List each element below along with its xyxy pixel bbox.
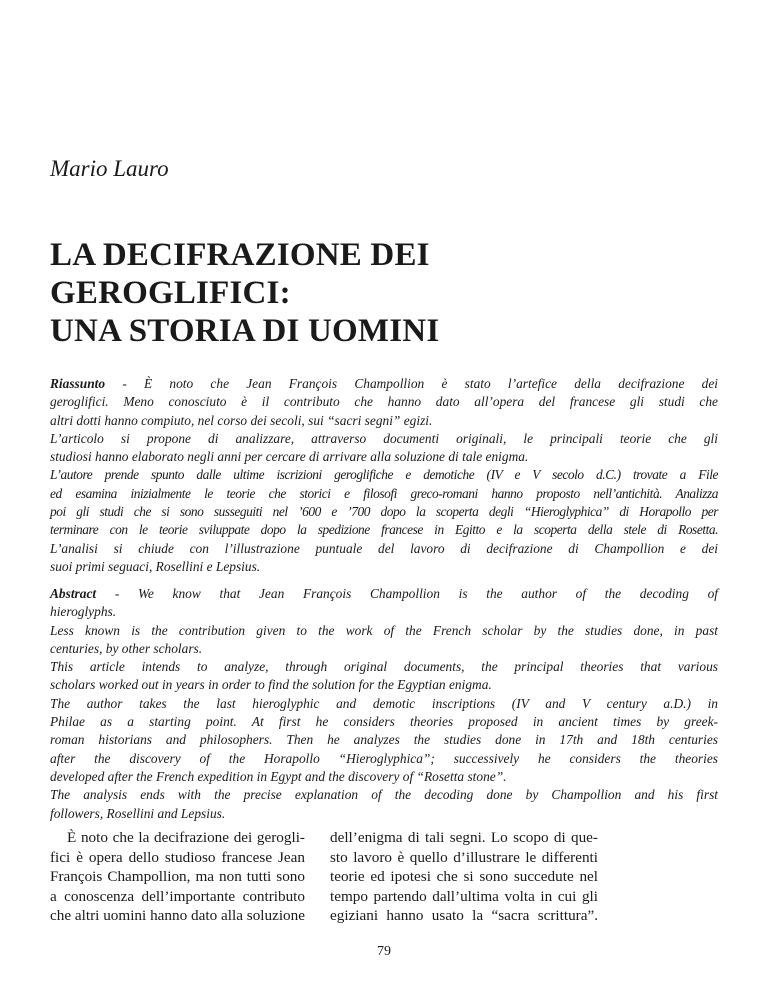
abstract-line: hieroglyphs. [50,604,117,620]
abstract-line: scholars worked out in years in order to find the solution for the Egyptian enigma. [50,677,492,693]
riassunto-line: suoi primi seguaci, Rosellini e Lepsius. [50,558,261,574]
body-line: egiziani hanno usato la “sacra scrittura”. [330,907,598,924]
title-line: UNA STORIA DI UOMINI [50,313,440,349]
riassunto-section [50,375,718,576]
body-line: fici è opera dello studioso francese Jean [50,848,305,866]
body-column-left [50,828,305,926]
title-line: LA DECIFRAZIONE DEI [50,237,430,273]
author-name: Mario Lauro [50,156,169,181]
abstract-line: The author takes the last hieroglyphic and demotic inscriptions (IV and V century a.D.) in [50,695,718,711]
riassunto-line-text: - È noto che Jean François Champollion è stato l’artefice della decifrazione dei [105,376,718,391]
abstract-line: centuries, by other scholars. [50,640,203,656]
riassunto-line: L’articolo si propone di analizzare, attraverso documenti originali, le principali teorie che gli [50,430,718,446]
abstract-line: The analysis ends with the precise explanation of the decoding done by Champollion and his first [50,787,718,803]
abstract-line: followers, Rosellini and Lepsius. [50,805,226,821]
abstract-line: roman historians and philosophers. Then he analyzes the studies done in 17th and 18th centuries [50,732,718,748]
body-line: teorie ed ipotesi che si sono succedute nel [330,868,598,885]
riassunto-line: studiosi hanno elaborato negli anni per cercare di arrivare alla soluzione di tale enigma. [50,449,529,465]
title-line: GEROGLIFICI: [50,275,291,311]
abstract-line-text: - We know that Jean François Champollion is the author of the decoding of [96,586,718,601]
abstract-line: Less known is the contribution given to the work of the French scholar by the studies done, in past [50,622,718,638]
abstract-line: Philae as a starting point. At first he considers theories proposed in ancient times by greek- [50,714,718,730]
abstract-section [50,585,718,823]
abstract-line [50,585,718,603]
body-column-right [330,828,598,926]
abstract-line: developed after the French expedition in Egypt and the discovery of “Rosetta stone”. [50,768,507,784]
riassunto-line: L’autore prende spunto dalle ultime iscrizioni geroglifiche e demotiche (IV e V secolo d.C.) trovate a File [50,467,718,483]
body-line: sto lavoro è quello d’illustrare le differenti [330,848,598,866]
page-number: 79 [377,944,391,959]
body-line: a conoscenza dell’importante contributo [50,887,305,905]
body-line: François Champollion, ma non tutti sono [50,868,305,885]
riassunto-line: L’analisi si chiude con l’illustrazione puntuale del lavoro di decifrazione di Champollion e dei [50,540,718,556]
riassunto-line: geroglifici. Meno conosciuto è il contributo che hanno dato all’opera del francese gli studi che [50,394,718,410]
riassunto-line [50,375,718,393]
riassunto-label: Riassunto [50,376,106,391]
abstract-line: after the discovery of the Horapollo “Hieroglyphica”; successively he considers the theories [50,750,718,766]
body-line: che altri uomini hanno dato alla soluzione [50,907,305,924]
riassunto-line: poi gli studi che si sono susseguiti nel ’600 e ’700 dopo la scoperta degli “Hieroglyphica” di Horapollo per [50,504,718,520]
body-line: tempo partendo dall’ultima volta in cui gli [330,887,598,905]
body-line: È noto che la decifrazione dei gerogli- [67,829,305,846]
riassunto-line: terminare con le teorie sviluppate dopo la spedizione francese in Egitto e la scoperta della stele di Rosetta. [50,522,718,538]
abstract-label: Abstract [50,586,97,601]
body-line: dell’enigma di tali segni. Lo scopo di que- [330,829,598,846]
riassunto-line: ed esamina inizialmente le teorie che storici e filosofi greco-romani hanno proposto nell’antichità. Analizza [50,485,718,501]
abstract-line: This article intends to analyze, through original documents, the principal theories that various [50,659,718,675]
article-title [50,236,439,350]
riassunto-line: altri dotti hanno compiuto, nel corso dei secoli, sui “sacri segni” egizi. [50,412,433,428]
